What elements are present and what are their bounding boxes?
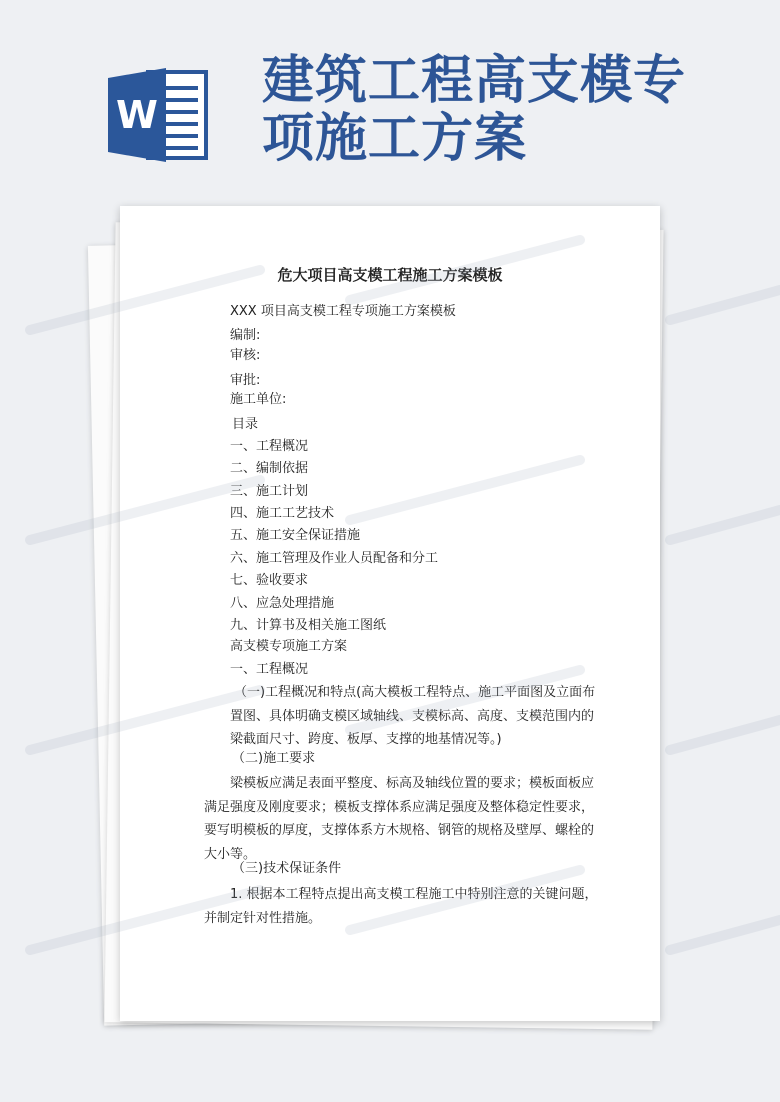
paragraph-technical-conditions: 1. 根据本工程特点提出高支模工程施工中特别注意的关键问题，并制定针对性措施。 bbox=[204, 887, 598, 926]
document-page bbox=[120, 206, 660, 1021]
toc-item: 八、应急处理措施 bbox=[230, 596, 335, 611]
toc-item: 四、施工工艺技术 bbox=[230, 506, 335, 521]
paragraph-overview: （一)工程概况和特点(高大模板工程特点、施工平面图及立面布置图、具体明确支模区域轴线、支模标高、高度、支模范围内的梁截面尺寸、跨度、板厚、支撑的地基情况等。) bbox=[230, 685, 596, 747]
field-construction-unit: 施工单位: bbox=[230, 392, 287, 407]
document-subtitle: XXX 项目高支模工程专项施工方案模板 bbox=[230, 304, 456, 319]
toc-item: 七、验收要求 bbox=[230, 573, 309, 588]
subsection-heading: （二)施工要求 bbox=[232, 751, 316, 766]
banner-title bbox=[262, 52, 762, 168]
toc-item: 五、施工安全保证措施 bbox=[230, 528, 361, 543]
banner-title-line2: 项施工方案 bbox=[262, 108, 528, 169]
section-heading: 一、工程概况 bbox=[230, 662, 309, 677]
paragraph-requirements: 梁模板应满足表面平整度、标高及轴线位置的要求；模板面板应满足强度及刚度要求；模板支撑体系应满足强度及整体稳定性要求，要写明模板的厚度，支撑体系方木规格、钢管的规格及壁厚、螺栓的大小等。 bbox=[204, 776, 595, 862]
subsection-heading: （三)技术保证条件 bbox=[232, 861, 342, 876]
toc-item: 二、编制依据 bbox=[230, 461, 309, 476]
banner-title-line1: 建筑工程高支模专 bbox=[262, 50, 687, 111]
body-heading: 高支模专项施工方案 bbox=[230, 639, 348, 654]
field-approver: 审批: bbox=[230, 373, 261, 388]
toc-heading: 目录 bbox=[232, 417, 259, 432]
word-logo-letter: W bbox=[116, 93, 158, 137]
toc-item: 一、工程概况 bbox=[230, 439, 309, 454]
field-compiler: 编制: bbox=[230, 328, 261, 343]
toc-item: 六、施工管理及作业人员配备和分工 bbox=[230, 551, 439, 566]
field-reviewer: 审核: bbox=[230, 348, 261, 363]
toc-item: 三、施工计划 bbox=[230, 484, 309, 499]
word-logo-icon bbox=[108, 68, 210, 162]
document-title: 危大项目高支模工程施工方案模板 bbox=[277, 266, 503, 284]
toc-item: 九、计算书及相关施工图纸 bbox=[230, 618, 387, 633]
